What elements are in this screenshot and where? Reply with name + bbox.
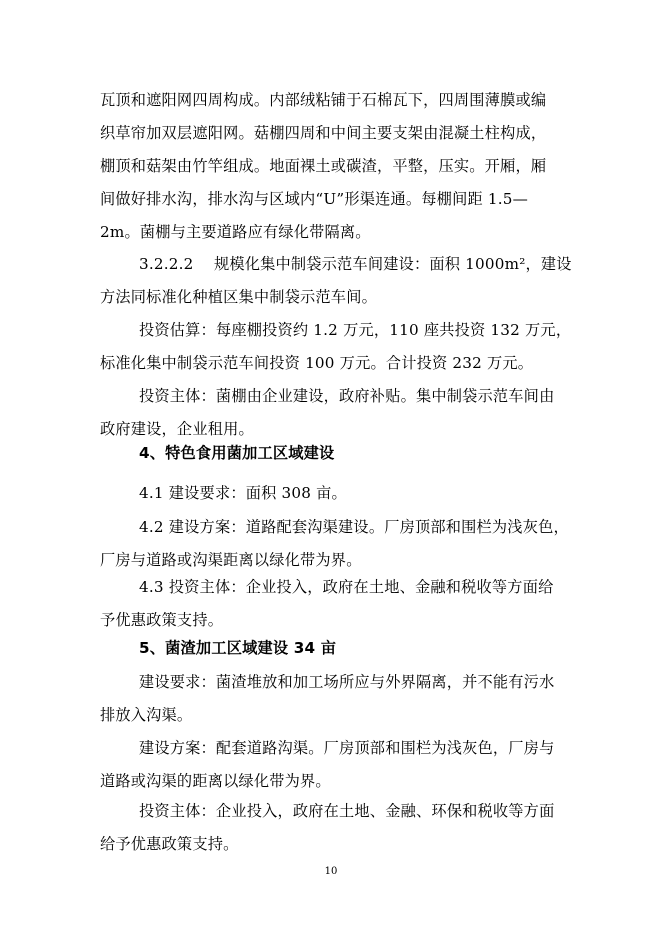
- text-line: 政府建设，企业租用。: [100, 420, 254, 438]
- text-line: 建设要求：菌渣堆放和加工场所应与外界隔离，并不能有污水: [139, 673, 555, 691]
- paragraph-investment-estimate: [100, 314, 570, 380]
- paragraph-4-2: [100, 511, 570, 577]
- text-line: 4.1 建设要求：面积 308 亩。: [139, 484, 347, 502]
- text-line: 4.2 建设方案：道路配套沟渠建设。厂房顶部和围栏为浅灰色，: [139, 518, 569, 536]
- text-line: 间做好排水沟，排水沟与区域内“U”形渠连通。每棚间距 1.5—: [100, 190, 529, 208]
- section-heading-4: [100, 437, 570, 470]
- text-line: 给予优惠政策支持。: [100, 835, 239, 853]
- text-line: 道路或沟渠的距离以绿化带为界。: [100, 772, 331, 790]
- text-line: 4.3 投资主体：企业投入，政府在土地、金融和税收等方面给: [139, 578, 554, 596]
- paragraph-4-3: [100, 571, 570, 637]
- text-line: 3.2.2.2 规模化集中制袋示范车间建设：面积 1000m²，建设: [139, 255, 572, 273]
- text-line: 棚顶和菇架由竹竿组成。地面裸土或碳渣，平整，压实。开厢，厢: [100, 157, 547, 175]
- paragraph-5-plan: [100, 732, 570, 798]
- page-number: 10: [324, 866, 338, 877]
- paragraph-section-3-2-2-2: [100, 248, 570, 314]
- text-line: 投资主体：企业投入，政府在土地、金融、环保和税收等方面: [139, 802, 555, 820]
- text-line: 建设方案：配套道路沟渠。厂房顶部和围栏为浅灰色，厂房与: [139, 739, 555, 757]
- paragraph-mushroom-shed-structure: [100, 84, 570, 249]
- paragraph-4-1: [100, 477, 570, 510]
- section-heading-5: [100, 632, 570, 665]
- heading-text: 4、特色食用菌加工区域建设: [139, 444, 335, 462]
- heading-text: 5、菌渣加工区域建设 34 亩: [139, 639, 337, 657]
- text-line: 方法同标准化种植区集中制袋示范车间。: [100, 288, 377, 306]
- text-line: 予优惠政策支持。: [100, 611, 224, 629]
- text-line: 厂房与道路或沟渠距离以绿化带为界。: [100, 551, 362, 569]
- text-line: 标准化集中制袋示范车间投资 100 万元。合计投资 232 万元。: [100, 354, 534, 372]
- paragraph-5-investment-subject: [100, 795, 570, 861]
- text-line: 瓦顶和遮阳网四周构成。内部绒粘铺于石棉瓦下，四周围薄膜或编: [100, 91, 547, 109]
- text-line: 排放入沟渠。: [100, 706, 193, 724]
- text-line: 投资估算：每座棚投资约 1.2 万元，110 座共投资 132 万元，: [139, 321, 572, 339]
- text-line: 2m。菌棚与主要道路应有绿化带隔离。: [100, 223, 371, 241]
- paragraph-5-requirements: [100, 666, 570, 732]
- text-line: 投资主体：菌棚由企业建设，政府补贴。集中制袋示范车间由: [139, 387, 555, 405]
- text-line: 织草帘加双层遮阳网。菇棚四周和中间主要支架由混凝土柱构成，: [100, 124, 547, 142]
